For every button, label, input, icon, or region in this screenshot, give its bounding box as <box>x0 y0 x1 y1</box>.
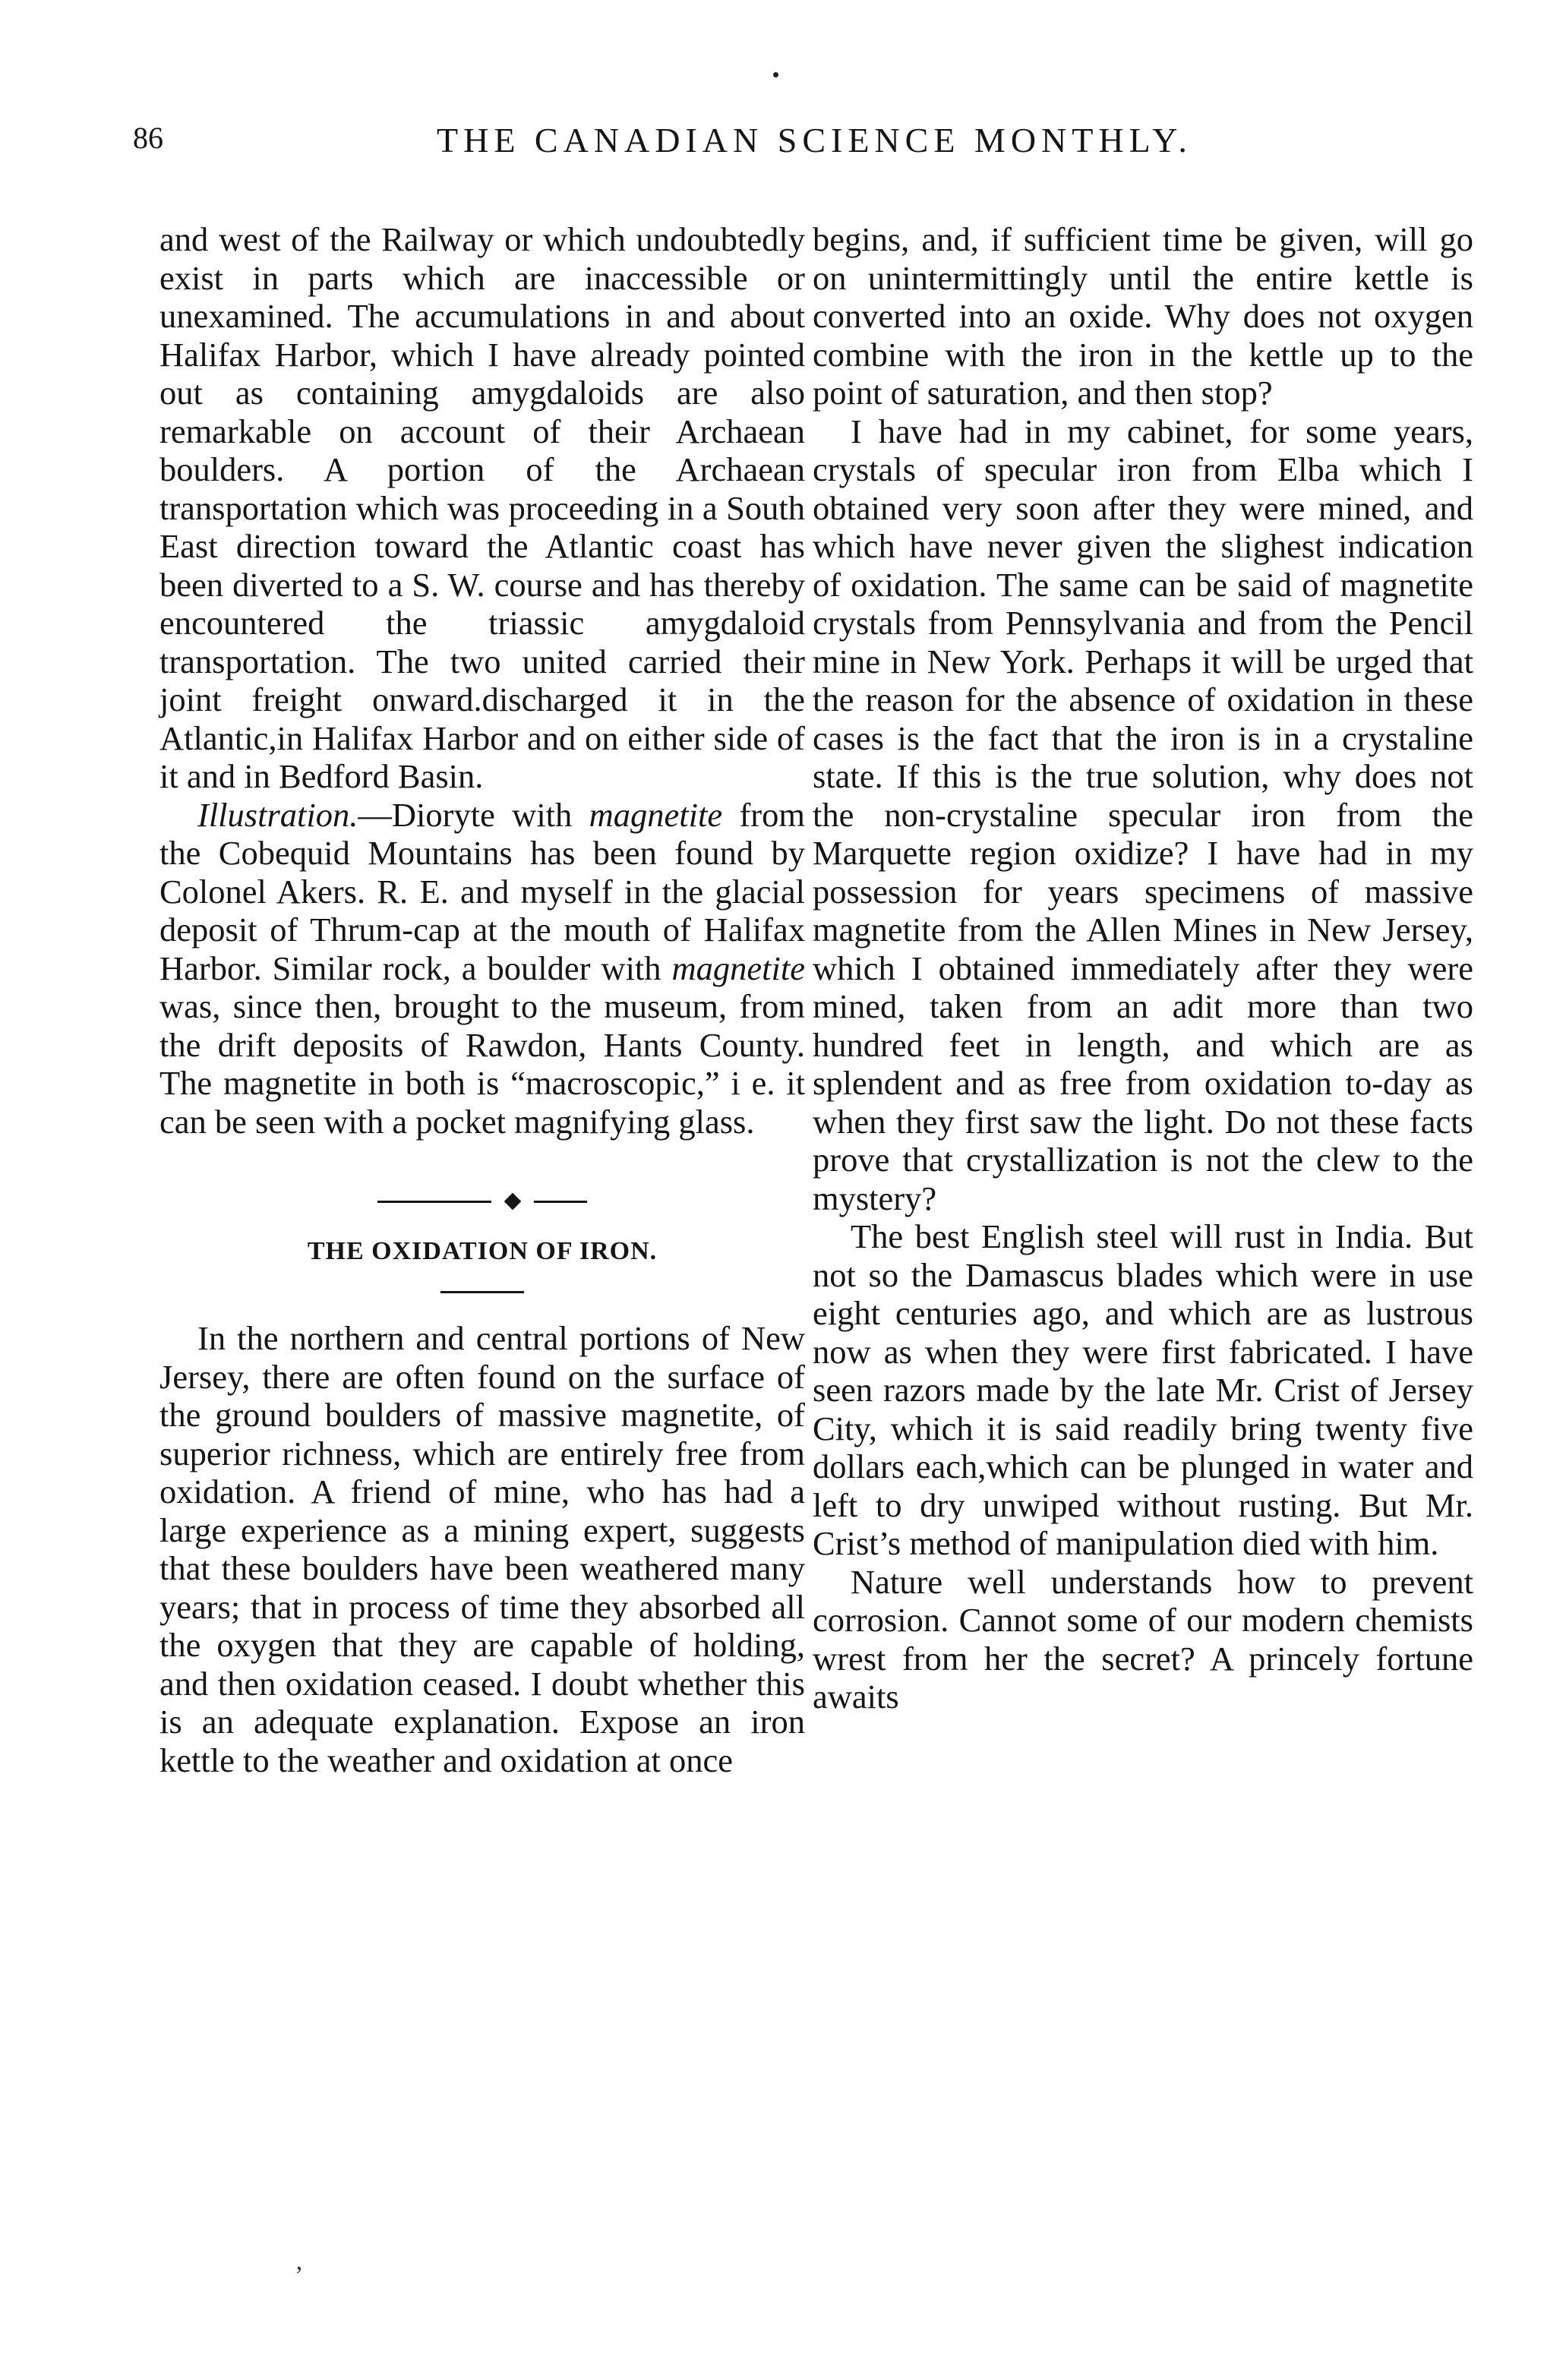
running-head: THE CANADIAN SCIENCE MONTHLY. <box>437 121 1192 159</box>
stray-mark: ’ <box>295 2262 304 2290</box>
heading-rule <box>440 1291 524 1293</box>
illustration-paragraph <box>159 796 805 1141</box>
nature-paragraph: Nature well understands how to prevent corrosion. Cannot some of our modern chemists wrest from her the secret? A princely fortune awaits <box>813 1562 1473 1716</box>
separator-line-right <box>534 1201 587 1203</box>
right-paragraph-continued: begins, and, if sufficient time be given, will go on unintermittingly until the entire kettle is converted into an oxide. Why does not oxygen combine with the iron in the kettle up to the point of saturation, and then stop? <box>813 220 1473 412</box>
illustration-text-2: was, since then, brought to the museum, from the drift deposits of Rawdon, Hants County. The magnetite in both is “macroscopic,” i e. it can be seen with a pocket magnifying glass. <box>159 987 805 1141</box>
separator-line-left <box>377 1201 491 1203</box>
separator-ornament <box>504 1193 522 1211</box>
page-number: 86 <box>133 121 163 155</box>
section-separator <box>159 1194 805 1209</box>
steel-paragraph: The best English steel will rust in India. But not so the Damascus blades which were in use eight centuries ago, and which are as lustrous now as when they were first fabricated. I have seen razors made by the late Mr. Crist of Jersey City, which it is said readily bring twenty five dollars each,which can be plunged in water and left to dry unwiped without rusting. But Mr. Crist’s method of manipulation died with him. <box>813 1217 1473 1562</box>
illustration-text-1: from the Cobequid Mountains has been found by Colonel Akers. R. E. and myself in the glacial deposit of Thrum-cap at the mouth of Halifax Harbor. Similar rock, a boulder with <box>159 795 805 987</box>
illustration-label: Illustration. <box>197 795 358 834</box>
left-paragraph-continued: and west of the Railway or which undoubtedly exist in parts which are inaccessible or unexamined. The accumulations in and about Halifax Harbor, which I have already pointed out as containing amygdaloids are also remarkable on account of their Archaean boulders. A portion of the Archaean transportation which was proceeding in a South East direction toward the Atlantic coast has been diverted to a S. W. course and has thereby encountered the triassic amygdaloid transportation. The two united carried their joint freight onward.discharged it in the Atlantic,in Halifax Harbor and on either side of it and in Bedford Basin. <box>159 220 805 795</box>
right-column <box>813 220 1473 1716</box>
magnetite-term-1: magnetite <box>589 795 723 834</box>
cabinet-paragraph: I have had in my cabinet, for some years, crystals of specular iron from Elba which I obtained very soon after they were mined, and which have never given the slighest indication of oxidation. The same can be said of magnetite crystals from Pennsylvania and from the Pencil mine in New York. Perhaps it will be urged that the reason for the absence of oxidation in these cases is the fact that the iron is in a crystaline state. If this is the true solution, why does not the non-crystaline specular iron from the Marquette region oxidize? I have had in my possession for years specimens of massive magnetite from the Allen Mines in New Jersey, which I obtained immediately after they were mined, taken from an adit more than two hundred feet in length, and which are as splendent and as free from oxidation to-day as when they first saw the light. Do not these facts prove that crystallization is not the clew to the mystery? <box>813 412 1473 1217</box>
illustration-dash-text: —Dioryte with <box>358 795 589 834</box>
left-column <box>159 220 805 1779</box>
magnetite-term-2: magnetite <box>671 949 805 987</box>
section-heading: THE OXIDATION OF IRON. <box>307 1237 658 1265</box>
oxidation-paragraph: In the northern and central portions of New Jersey, there are often found on the surface of the ground boulders of massive magnetite, of superior richness, which are entirely free from oxidation. A friend of mine, who has had a large experience as a mining expert, suggests that these boulders have been weathered many years; that in process of time they absorbed all the oxygen that they are capable of holding, and then oxidation ceased. I doubt whether this is an adequate explanation. Expose an iron kettle to the weather and oxidation at once <box>159 1319 805 1779</box>
page-header <box>133 114 1470 167</box>
printer-mark-dot <box>773 72 778 77</box>
